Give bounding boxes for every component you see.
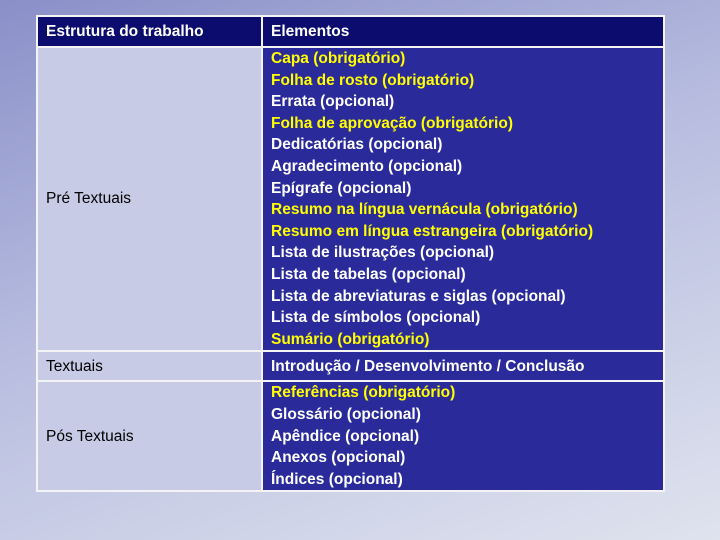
section-name: Pós Textuais [38, 382, 261, 490]
element-item: Índices (opcional) [271, 470, 403, 488]
element-item: Referências (obrigatório) [271, 384, 456, 402]
element-item: Resumo na língua vernácula (obrigatório) [271, 201, 578, 219]
table-header-row [38, 17, 663, 46]
element-item: Epígrafe (opcional) [271, 179, 412, 197]
structure-table [36, 15, 665, 492]
header-structure-label: Estrutura do trabalho [38, 17, 261, 46]
element-item: Errata (opcional) [271, 93, 395, 111]
section-elements [263, 382, 663, 490]
table-row-pre-textuais [38, 48, 663, 350]
element-item: Glossário (opcional) [271, 405, 421, 423]
element-item: Agradecimento (opcional) [271, 157, 463, 175]
element-item: Lista de ilustrações (opcional) [271, 244, 495, 262]
section-elements [263, 48, 663, 350]
element-item: Lista de símbolos (opcional) [271, 309, 481, 327]
element-item: Resumo em língua estrangeira (obrigatório) [271, 222, 594, 240]
section-name: Textuais [38, 352, 261, 380]
element-item: Anexos (opcional) [271, 449, 406, 467]
element-item: Folha de rosto (obrigatório) [271, 71, 475, 89]
element-item: Lista de tabelas (opcional) [271, 265, 466, 283]
section-name: Pré Textuais [38, 48, 261, 350]
element-item: Introdução / Desenvolvimento / Conclusão [271, 357, 585, 375]
element-item: Apêndice (opcional) [271, 427, 420, 445]
section-elements [263, 352, 663, 380]
table-row-textuais [38, 352, 663, 380]
table-row-pos-textuais [38, 382, 663, 490]
element-item: Sumário (obrigatório) [271, 330, 430, 348]
element-item: Capa (obrigatório) [271, 50, 406, 67]
element-item: Lista de abreviaturas e siglas (opcional) [271, 287, 566, 305]
element-item: Dedicatórias (opcional) [271, 136, 443, 154]
header-elements-label: Elementos [263, 17, 663, 46]
element-item: Folha de aprovação (obrigatório) [271, 114, 513, 132]
